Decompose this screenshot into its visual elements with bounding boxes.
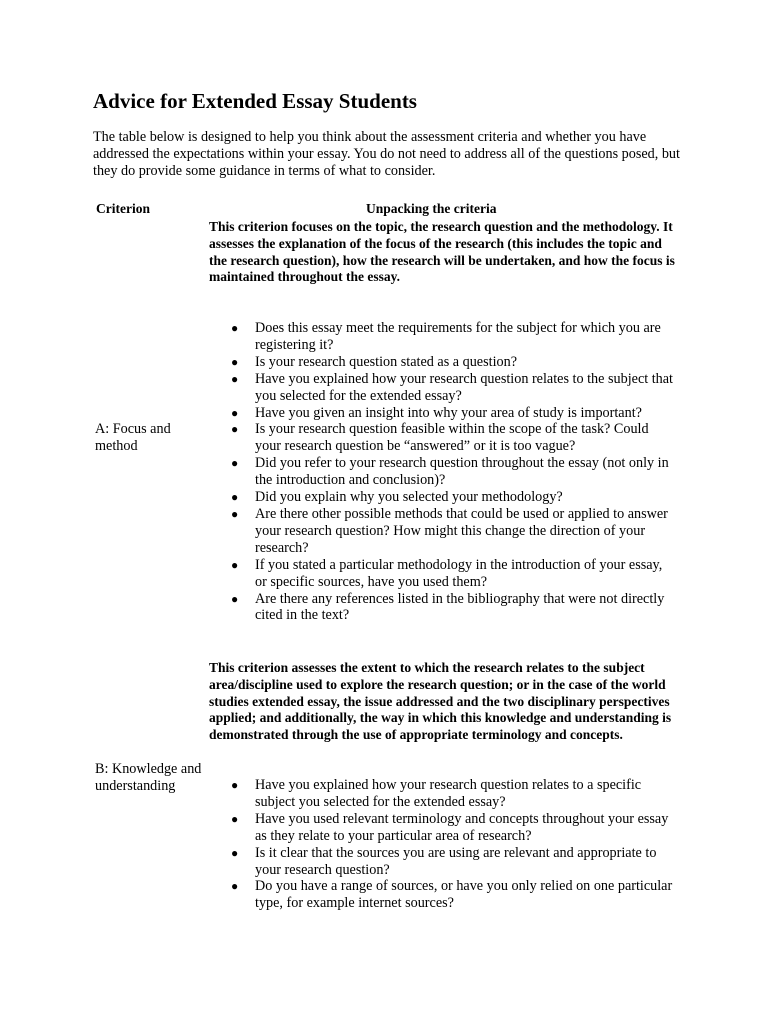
- question-text: Is it clear that the sources you are using are relevant and appropriate to your research question?: [255, 844, 657, 878]
- question-text: Did you explain why you selected your methodology?: [255, 489, 563, 506]
- list-item: [0, 506, 675, 557]
- list-item: [0, 489, 675, 506]
- bullet-icon: ●: [231, 490, 239, 505]
- bullet-icon: ●: [231, 422, 239, 437]
- question-text: Have you explained how your research question relates to the subject that you selected for the extended essay?: [255, 370, 673, 404]
- criterion-b-description: This criterion assesses the extent to which the research relates to the subject area/discipline used to explore the research question; or in the case of the world studies extended essay, the issue addressed and the two disciplinary perspectives applied; and additionally, the way in which this knowledge and understanding is demonstrated through the use of appropriate terminology and concepts.: [209, 660, 672, 743]
- bullet-icon: ●: [231, 845, 239, 860]
- criterion-a-label: A: Focus and method: [95, 421, 171, 454]
- question-text: Have you given an insight into why your area of study is important?: [255, 404, 642, 421]
- criterion-b-question-list: [0, 777, 675, 912]
- bullet-icon: ●: [231, 354, 239, 369]
- bullet-icon: ●: [231, 405, 239, 420]
- question-text: Are there any references listed in the bibliography that were not directly cited in the text?: [255, 590, 665, 624]
- bullet-icon: ●: [231, 506, 239, 521]
- list-item: [0, 354, 675, 371]
- bullet-icon: ●: [231, 778, 239, 792]
- list-item: [0, 405, 675, 422]
- question-text: Is your research question stated as a question?: [255, 353, 517, 370]
- list-item: [0, 811, 675, 845]
- list-item: [0, 320, 675, 354]
- bullet-icon: ●: [231, 456, 239, 471]
- question-text: Are there other possible methods that could be used or applied to answer your research question? How might this change the direction of your research?: [255, 505, 668, 556]
- criterion-b-label: B: Knowledge and understanding: [95, 761, 202, 794]
- criterion-a-question-list: [0, 320, 675, 624]
- list-item: [0, 557, 675, 591]
- list-item: [0, 845, 675, 879]
- question-text: Have you explained how your research question relates to a specific subject you selected for the extended essay?: [255, 777, 642, 810]
- list-item: [0, 371, 675, 405]
- question-text: Did you refer to your research question throughout the essay (not only in the introduction and conclusion)?: [255, 455, 669, 489]
- question-text: Do you have a range of sources, or have you only relied on one particular type, for example internet sources?: [255, 878, 673, 912]
- question-text: If you stated a particular methodology in the introduction of your essay, or specific sources, have you used them?: [255, 556, 663, 590]
- bullet-icon: ●: [231, 321, 239, 335]
- list-item: [0, 455, 675, 489]
- intro-paragraph: The table below is designed to help you think about the assessment criteria and whether you have addressed the expectations within your essay. You do not need to address all of the questions posed, but they do provide some guidance in terms of what to consider.: [93, 129, 680, 179]
- bullet-icon: ●: [231, 811, 239, 826]
- question-text: Have you used relevant terminology and concepts throughout your essay as they relate to your particular area of research?: [255, 810, 669, 844]
- bullet-icon: ●: [231, 591, 239, 606]
- unpacking-column-header: Unpacking the criteria: [366, 201, 497, 216]
- document-title: Advice for Extended Essay Students: [93, 89, 417, 113]
- bullet-icon: ●: [231, 371, 239, 386]
- list-item: [0, 777, 675, 811]
- question-text: Is your research question feasible within the scope of the task? Could your research question be “answered” or it is too vague?: [255, 421, 649, 455]
- question-text: Does this essay meet the requirements for the subject for which you are registering it?: [255, 320, 661, 353]
- criterion-column-header: Criterion: [96, 201, 150, 216]
- criterion-a-description: This criterion focuses on the topic, the research question and the methodology. It assesses the explanation of the focus of the research (this includes the topic and the research question), how the research will be undertaken, and how the focus is maintained throughout the essay.: [209, 219, 675, 285]
- list-item: [0, 591, 675, 625]
- list-item: [0, 421, 675, 455]
- bullet-icon: ●: [231, 879, 239, 894]
- bullet-icon: ●: [231, 557, 239, 572]
- list-item: [0, 878, 675, 912]
